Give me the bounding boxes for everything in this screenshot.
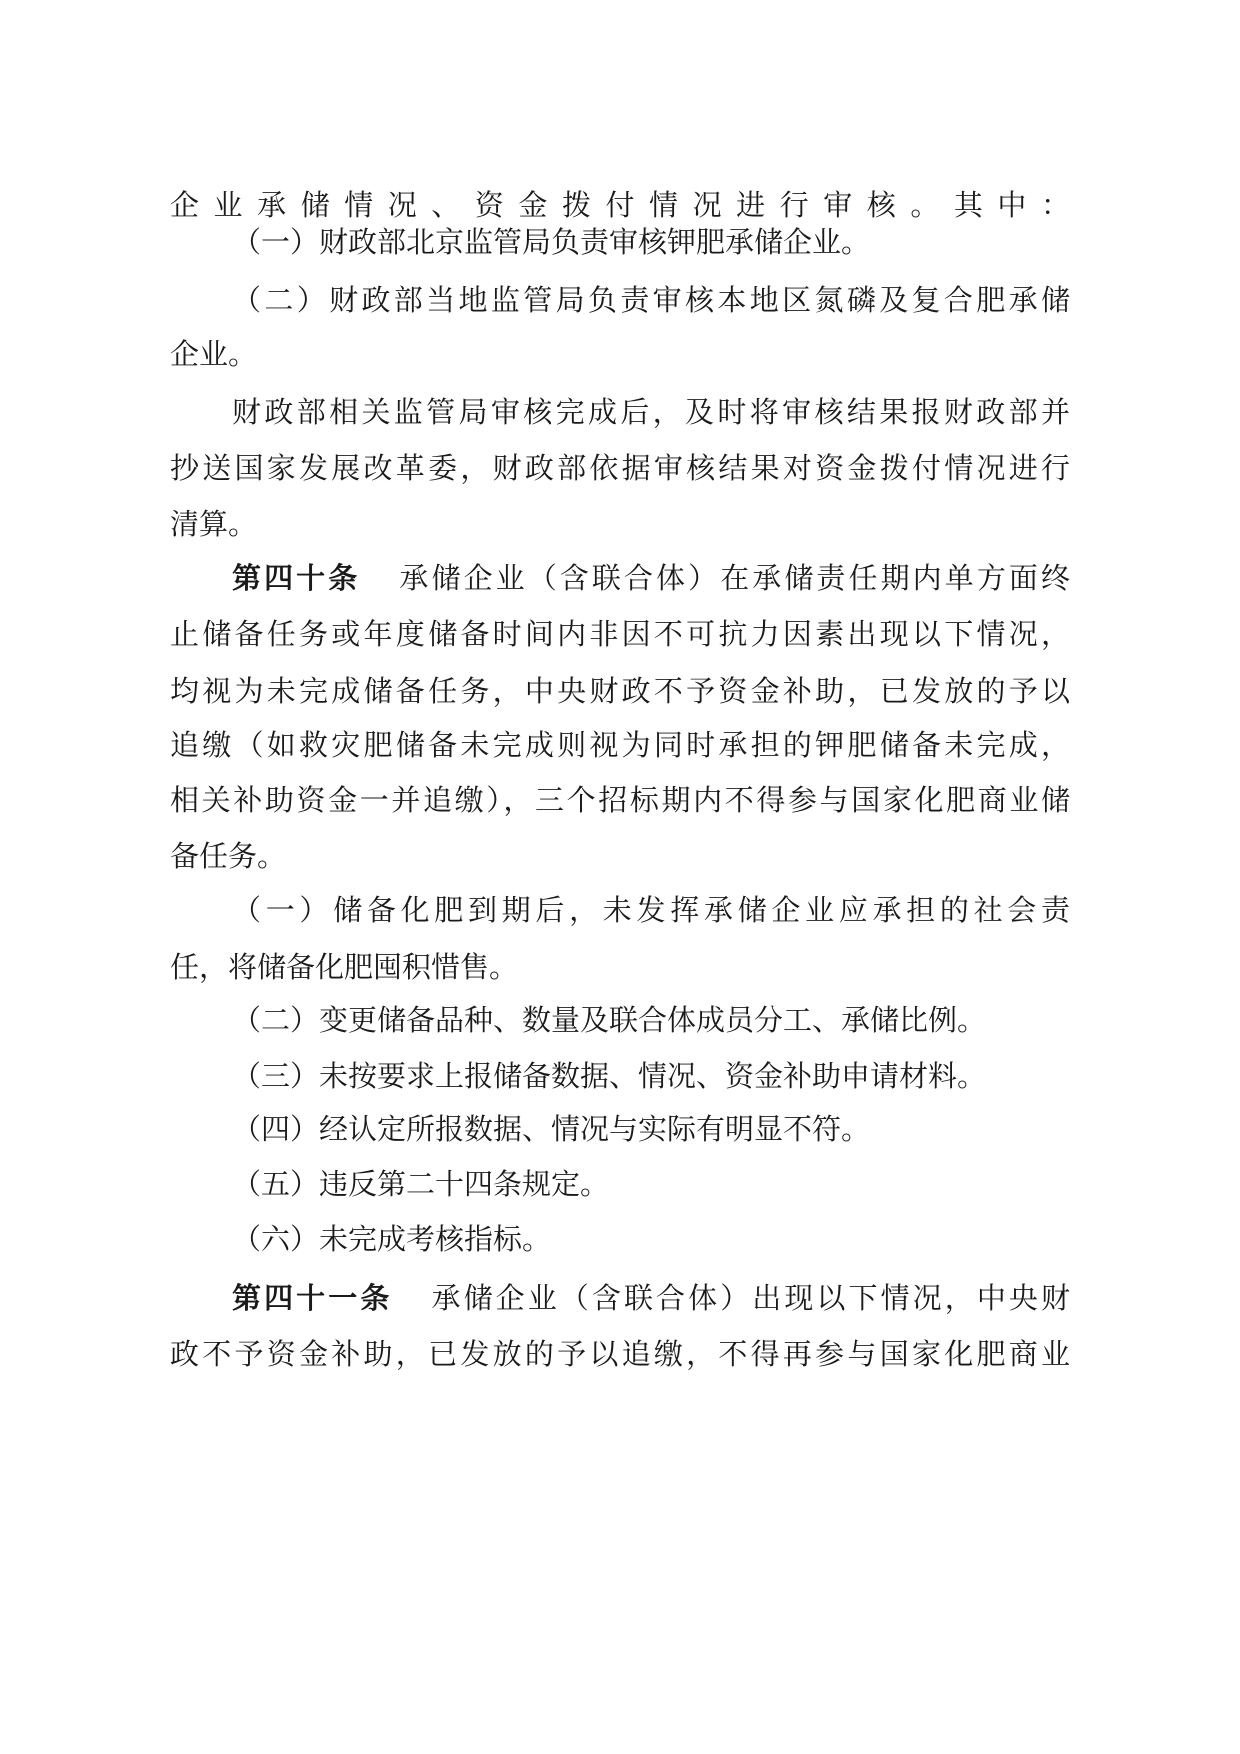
article-40-first-line <box>232 556 1070 600</box>
paragraph-line: 企业。 <box>170 337 258 371</box>
list-item-5: （五）违反第二十四条规定。 <box>232 1167 610 1201</box>
list-item-4: （四）经认定所报数据、情况与实际有明显不符。 <box>232 1112 871 1146</box>
paragraph-line: 备任务。 <box>170 839 287 873</box>
article-40-title: 第四十条 <box>232 561 361 595</box>
list-item-3: （三）未按要求上报储备数据、情况、资金补助申请材料。 <box>232 1059 987 1093</box>
paragraph-line: 追缴（如救灾肥储备未完成则视为同时承担的钾肥储备未完成， <box>170 728 1070 762</box>
list-item-6: （六）未完成考核指标。 <box>232 1222 552 1256</box>
paragraph-line: 财政部相关监管局审核完成后，及时将审核结果报财政部并 <box>232 395 1070 429</box>
list-item-2: （二）财政部当地监管局负责审核本地区氮磷及复合肥承储 <box>232 283 1070 317</box>
list-item-1: （一）储备化肥到期后，未发挥承储企业应承担的社会责 <box>232 893 1070 927</box>
list-item-1: （一）财政部北京监管局负责审核钾肥承储企业。 <box>232 225 871 259</box>
paragraph-line: 抄送国家发展改革委，财政部依据审核结果对资金拨付情况进行 <box>170 451 1070 485</box>
paragraph-line: 任，将储备化肥囤积惜售。 <box>170 950 519 984</box>
paragraph-line: 相关补助资金一并追缴），三个招标期内不得参与国家化肥商业储 <box>170 783 1070 817</box>
article-40-text: 承储企业（含联合体）在承储责任期内单方面终 <box>396 561 1070 595</box>
article-41-title: 第四十一条 <box>232 1281 393 1315</box>
article-41-first-line <box>232 1276 1070 1320</box>
list-item-2: （二）变更储备品种、数量及联合体成员分工、承储比例。 <box>232 1003 987 1037</box>
paragraph-line: 均视为未完成储备任务，中央财政不予资金补助，已发放的予以 <box>170 674 1070 708</box>
article-41-text: 承储企业（含联合体）出现以下情况，中央财 <box>428 1281 1070 1315</box>
paragraph-line: 政不予资金补助，已发放的予以追缴，不得再参与国家化肥商业 <box>170 1337 1070 1371</box>
paragraph-line: 企业承储情况、资金拨付情况进行审核。其中： <box>170 188 1070 222</box>
paragraph-line: 清算。 <box>170 507 258 541</box>
paragraph-line: 止储备任务或年度储备时间内非因不可抗力因素出现以下情况， <box>170 617 1070 651</box>
